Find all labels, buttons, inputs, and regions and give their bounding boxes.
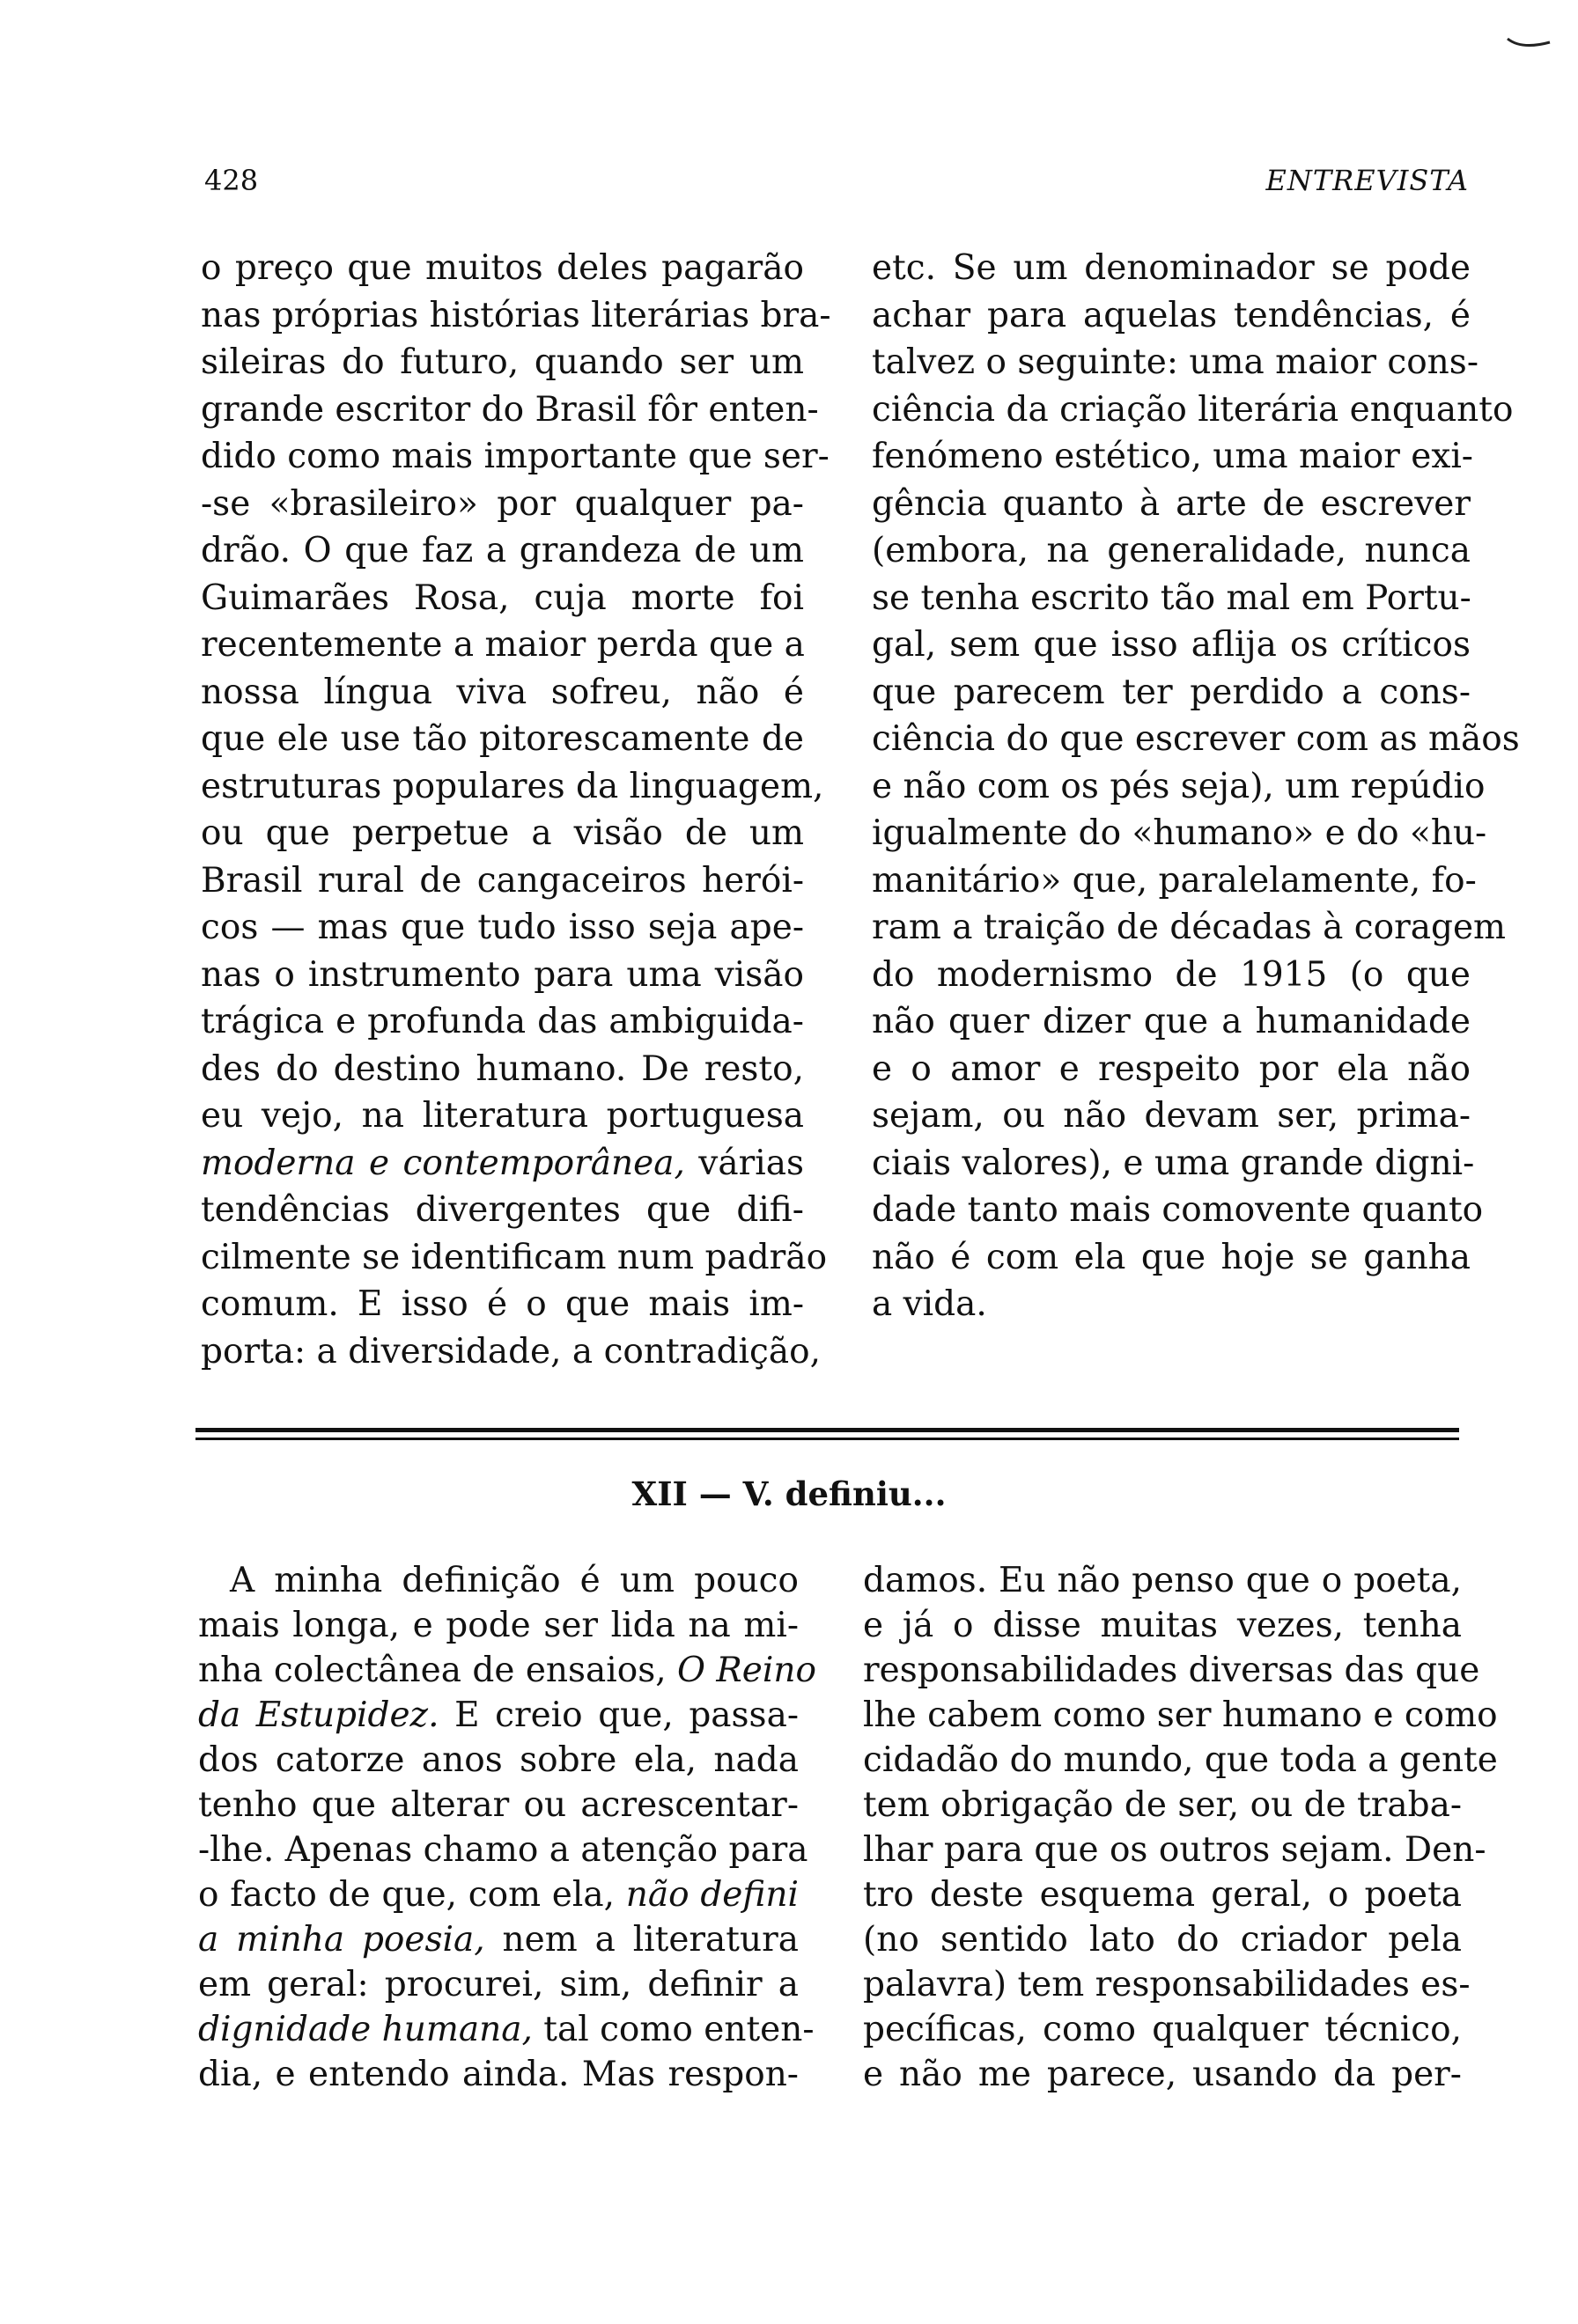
text-line: porta: a diversidade, a contradição, <box>201 1331 821 1372</box>
text-line: A minha definição é um pouco <box>230 1561 799 1600</box>
text-line: ou que perpetue a visão de um <box>201 813 804 853</box>
text-line: ciência da criação literária enquanto <box>872 389 1514 430</box>
text-line: manitário» que, paralelamente, fo- <box>872 860 1477 901</box>
text-line: responsabilidades diversas das que <box>863 1651 1480 1690</box>
text-line: estruturas populares da linguagem, <box>201 766 824 806</box>
italic-text: a minha poesia, <box>198 1920 485 1960</box>
text-line: em geral: procurei, sim, definir a <box>198 1965 799 2004</box>
text-line: e não me parece, usando da per- <box>863 2055 1462 2094</box>
text-line: tenho que alterar ou acrescentar- <box>198 1785 799 1825</box>
section-divider <box>195 1428 1459 1440</box>
corner-pen-mark-icon <box>1504 25 1557 60</box>
text-line: ciais valores), e uma grande digni- <box>872 1143 1475 1183</box>
italic-text: não defini <box>625 1875 799 1915</box>
text-line: cidadão do mundo, que toda a gente <box>863 1740 1498 1780</box>
italic-text: dignidade humana, <box>198 2010 533 2049</box>
text-line: damos. Eu não penso que o poeta, <box>863 1561 1462 1600</box>
text-line: lhar para que os outros sejam. Den- <box>863 1830 1486 1870</box>
text-line: não quer dizer que a humanidade <box>872 1002 1471 1041</box>
text-line: que parecem ter perdido a cons- <box>872 672 1471 712</box>
text-line: dido como mais importante que ser- <box>201 437 830 476</box>
top-left-column <box>201 245 831 1375</box>
text-line: e não com os pés seja), um repúdio <box>872 766 1486 806</box>
text-line: nas próprias histórias literárias bra- <box>201 295 831 335</box>
text-line: nha colectânea de ensaios, O Reino <box>198 1651 816 1690</box>
text-line: igualmente do «humano» e do «hu- <box>872 813 1487 853</box>
text-line: tendências divergentes que difi- <box>201 1190 804 1230</box>
text-line: o preço que muitos deles pagarão <box>201 248 804 288</box>
text-line: pecíficas, como qualquer técnico, <box>863 2010 1462 2049</box>
bottom-right-column <box>863 1558 1498 2097</box>
text-line: do modernismo de 1915 (o que <box>872 954 1471 995</box>
text-line: trágica e profunda das ambiguida- <box>201 1002 804 1041</box>
text-line: e já o disse muitas vezes, tenha <box>863 1606 1462 1645</box>
text-line: lhe cabem como ser humano e como <box>863 1695 1498 1735</box>
text-line: a vida. <box>872 1284 987 1324</box>
text-line: ram a traição de décadas à coragem <box>872 908 1507 947</box>
text-line: dia, e entendo ainda. Mas respon- <box>198 2055 799 2094</box>
top-right-column <box>872 245 1520 1328</box>
text-line: grande escritor do Brasil fôr enten- <box>201 389 819 430</box>
text-line: dos catorze anos sobre ela, nada <box>198 1740 799 1780</box>
text-line: eu vejo, na literatura portuguesa <box>201 1096 804 1136</box>
text-line: se tenha escrito tão mal em Portu- <box>872 577 1471 618</box>
page-number: 428 <box>204 164 259 197</box>
text-line: que ele use tão pitorescamente de <box>201 719 804 759</box>
text-line: comum. E isso é o que mais im- <box>201 1284 804 1324</box>
text-line: Guimarães Rosa, cuja morte foi <box>201 577 804 618</box>
text-line: talvez o seguinte: uma maior cons- <box>872 342 1478 382</box>
text-line: Brasil rural de cangaceiros herói- <box>201 860 804 901</box>
text-line: tro deste esquema geral, o poeta <box>863 1875 1462 1915</box>
italic-text: moderna e contemporânea, <box>201 1143 685 1183</box>
running-title: ENTREVISTA <box>1265 164 1469 197</box>
text-line: -se «brasileiro» por qualquer pa- <box>201 483 804 524</box>
text-line: moderna e contemporânea, várias <box>201 1143 804 1183</box>
text-line: e o amor e respeito por ela não <box>872 1048 1471 1089</box>
text-line: sejam, ou não devam ser, prima- <box>872 1096 1471 1136</box>
text-line: palavra) tem responsabilidades es- <box>863 1965 1471 2004</box>
text-line: (embora, na generalidade, nunca <box>872 531 1471 570</box>
text-line: nas o instrumento para uma visão <box>201 954 804 995</box>
text-line: não é com ela que hoje se ganha <box>872 1237 1471 1277</box>
text-line: cos — mas que tudo isso seja ape- <box>201 908 804 947</box>
text-line: tem obrigação de ser, ou de traba- <box>863 1785 1462 1825</box>
text-line: gal, sem que isso aflija os críticos <box>872 625 1471 665</box>
text-line: recentemente a maior perda que a <box>201 625 805 665</box>
page-header <box>204 164 1469 206</box>
bottom-left-column <box>198 1558 816 2097</box>
text-line: drão. O que faz a grandeza de um <box>201 531 804 570</box>
italic-text: da Estupidez. <box>198 1695 439 1735</box>
text-line: o facto de que, com ela, não defini <box>198 1875 799 1915</box>
text-line: a minha poesia, nem a literatura <box>198 1920 799 1960</box>
text-line: mais longa, e pode ser lida na mi- <box>198 1606 799 1645</box>
text-line: ciência do que escrever com as mãos <box>872 719 1520 759</box>
text-line: fenómeno estético, uma maior exi- <box>872 437 1473 476</box>
text-line: achar para aquelas tendências, é <box>872 295 1471 335</box>
text-line: sileiras do futuro, quando ser um <box>201 342 804 382</box>
text-line: gência quanto à arte de escrever <box>872 483 1471 524</box>
text-line: da Estupidez. E creio que, passa- <box>198 1695 799 1735</box>
section-heading: XII — V. definiu... <box>631 1475 947 1513</box>
text-line: (no sentido lato do criador pela <box>863 1920 1462 1960</box>
text-line: dignidade humana, tal como enten- <box>198 2010 815 2049</box>
text-line: des do destino humano. De resto, <box>201 1048 804 1089</box>
text-line: cilmente se identificam num padrão <box>201 1237 828 1277</box>
italic-text: O Reino <box>677 1651 816 1690</box>
text-line: etc. Se um denominador se pode <box>872 248 1471 288</box>
text-line: dade tanto mais comovente quanto <box>872 1190 1484 1230</box>
text-line: -lhe. Apenas chamo a atenção para <box>198 1830 808 1870</box>
text-line: nossa língua viva sofreu, não é <box>201 672 804 712</box>
